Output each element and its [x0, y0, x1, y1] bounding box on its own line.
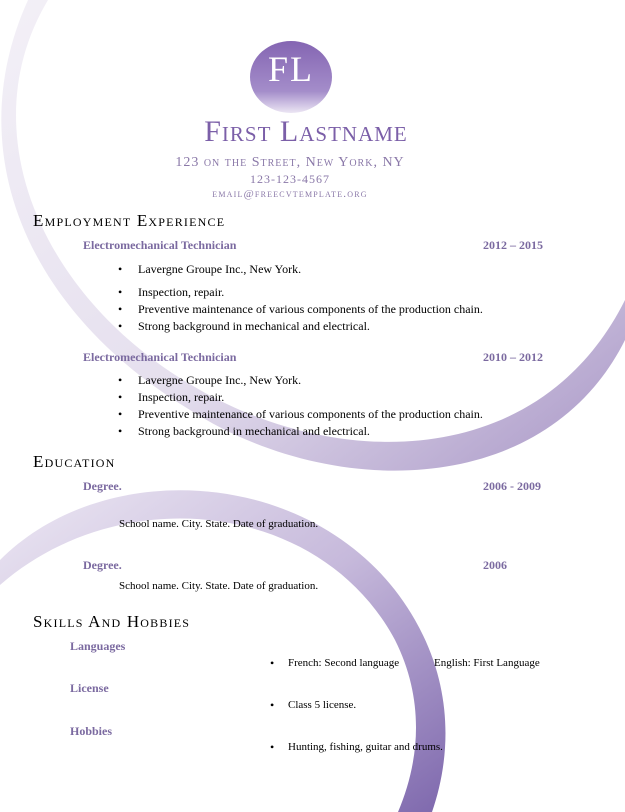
section-title-employment: Employment Experience: [33, 211, 226, 230]
list-item: • Lavergne Groupe Inc., New York.: [118, 372, 483, 389]
skill-label-languages: Languages: [70, 639, 126, 653]
bullet-icon: •: [270, 740, 275, 754]
section-title-education: Education: [33, 452, 116, 471]
monogram: FL: [267, 49, 314, 89]
skill-item: [270, 741, 443, 753]
list-item: • Preventive maintenance of various components of the production chain.: [118, 406, 483, 423]
job-dates: 2012 – 2015: [483, 238, 543, 252]
degree: Degree.: [83, 479, 122, 493]
bullet-icon: •: [270, 656, 275, 670]
school-info: School name. City. State. Date of graduation.: [119, 518, 319, 530]
skill-label-hobbies: Hobbies: [70, 724, 113, 738]
list-item: • Inspection, repair.: [118, 389, 483, 406]
school-info: School name. City. State. Date of graduation.: [119, 580, 319, 592]
name-heading: First Lastname: [204, 115, 408, 148]
skill-value: Class 5 license.: [288, 699, 357, 711]
job-bullets: [118, 372, 483, 440]
job-bullets: [118, 261, 483, 335]
job-title: Electromechanical Technician: [83, 350, 237, 364]
degree: Degree.: [83, 558, 122, 572]
skill-item: [270, 657, 399, 669]
job-dates: 2010 – 2012: [483, 350, 543, 364]
list-item: • Preventive maintenance of various components of the production chain.: [118, 301, 483, 318]
list-item: • Lavergne Groupe Inc., New York.: [118, 261, 483, 278]
job-title: Electromechanical Technician: [83, 238, 237, 252]
skill-item: [270, 699, 356, 711]
list-item: • Inspection, repair.: [118, 284, 483, 301]
skill-extra: English: First Language: [434, 657, 540, 669]
phone: 123-123-4567: [250, 172, 330, 186]
skill-label-license: License: [70, 681, 109, 695]
degree-dates: 2006 - 2009: [483, 479, 541, 493]
section-title-skills: Skills And Hobbies: [33, 612, 191, 631]
address: 123 on the Street, New York, NY: [175, 155, 405, 170]
skill-value: French: Second language: [288, 657, 400, 669]
bullet-icon: •: [270, 698, 275, 712]
list-item: • Strong background in mechanical and electrical.: [118, 318, 483, 335]
degree-dates: 2006: [483, 558, 507, 572]
skill-value: Hunting, fishing, guitar and drums.: [288, 741, 443, 753]
list-item: • Strong background in mechanical and electrical.: [118, 423, 483, 440]
email: email@freecvtemplate.org: [212, 188, 368, 200]
